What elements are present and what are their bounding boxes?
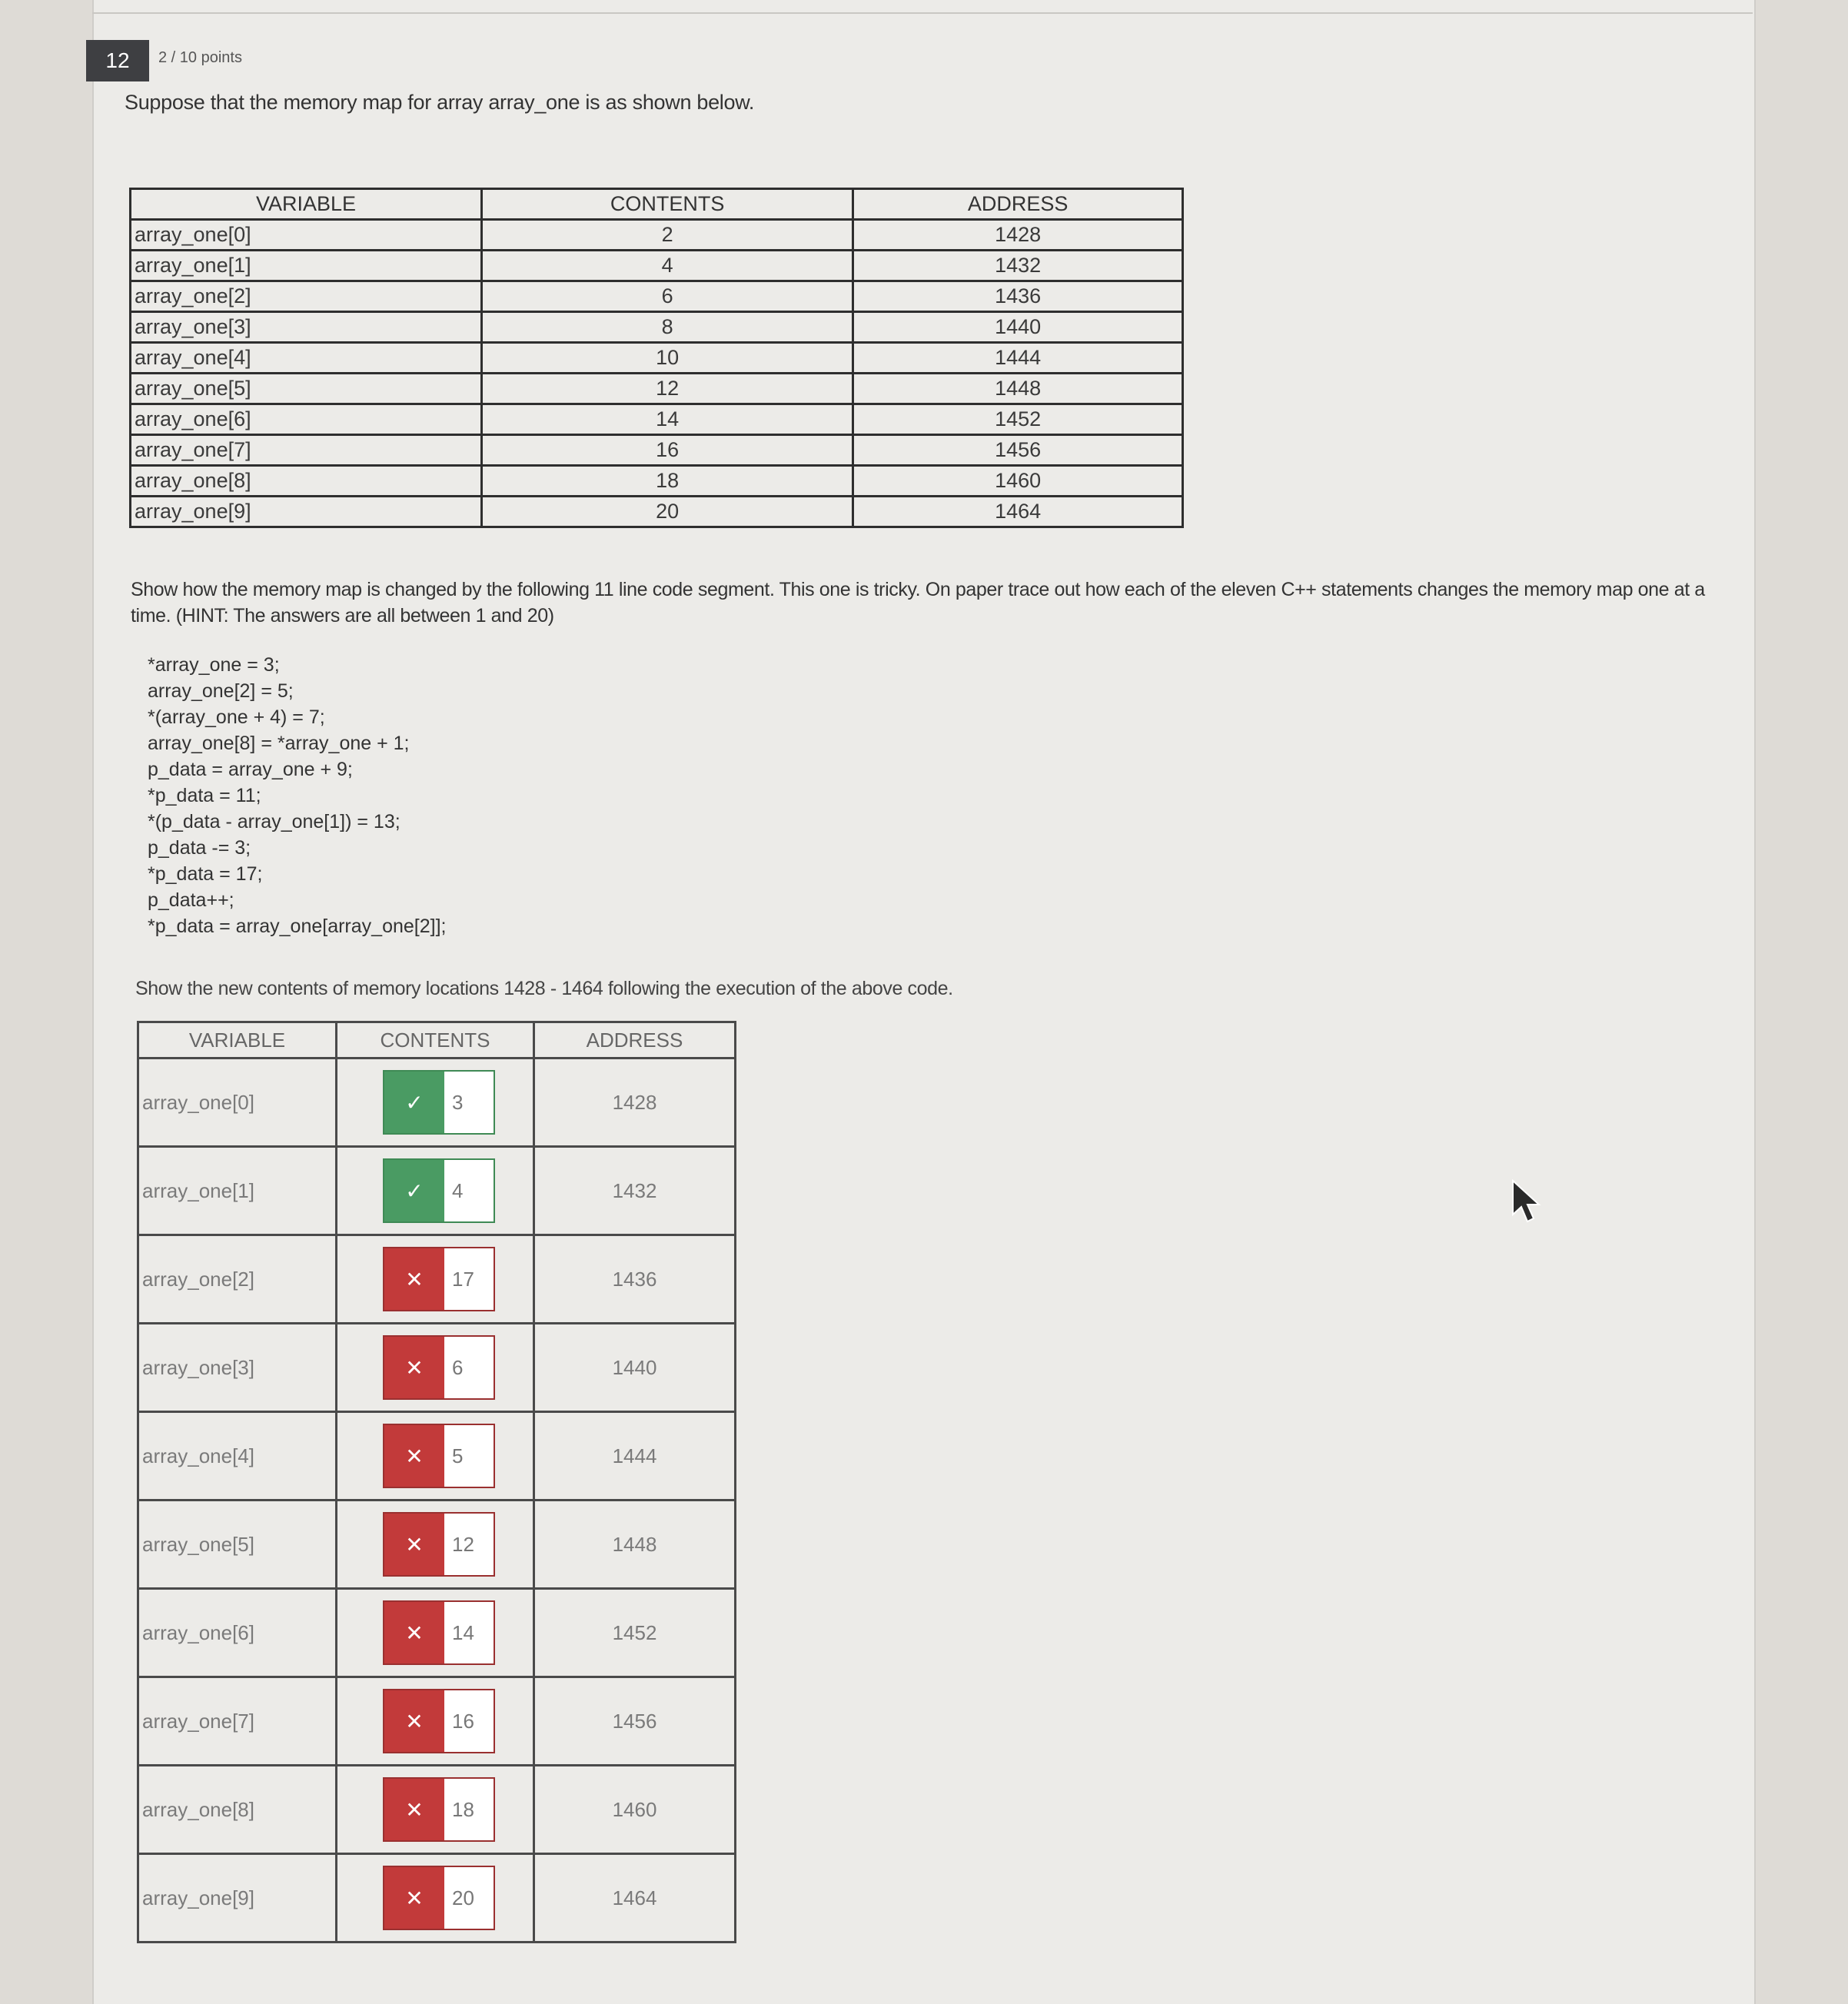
table-row bbox=[131, 343, 1183, 374]
address-cell: 1432 bbox=[853, 251, 1183, 281]
instructions-text: Show how the memory map is changed by the following 11 line code segment. This one is tricky. On paper trace out how each of the eleven C++ statements changes the memory map one at a time. (HINT: The answers are all between 1 and 20) bbox=[131, 579, 1705, 626]
question-intro: Suppose that the memory map for array array_one is as shown below. bbox=[125, 91, 755, 114]
variable-cell: array_one[4] bbox=[138, 1412, 337, 1501]
x-mark-icon: ✕ bbox=[384, 1867, 444, 1929]
variable-cell: array_one[8] bbox=[138, 1766, 337, 1854]
address-cell: 1456 bbox=[853, 435, 1183, 466]
code-line: array_one[8] = *array_one + 1; bbox=[148, 733, 410, 754]
code-line: array_one[2] = 5; bbox=[148, 680, 294, 702]
code-line: *array_one = 3; bbox=[148, 654, 280, 676]
answer-field-incorrect[interactable] bbox=[383, 1689, 495, 1753]
table-row bbox=[138, 1501, 736, 1589]
table-row bbox=[131, 312, 1183, 343]
address-cell: 1428 bbox=[853, 220, 1183, 251]
contents-cell bbox=[337, 1589, 534, 1677]
contents-cell bbox=[337, 1677, 534, 1766]
table-row bbox=[138, 1677, 736, 1766]
table-row bbox=[138, 1589, 736, 1677]
table-row bbox=[131, 497, 1183, 527]
header-variable: VARIABLE bbox=[138, 1022, 337, 1058]
mouse-cursor-icon bbox=[1511, 1179, 1542, 1224]
contents-cell bbox=[337, 1501, 534, 1589]
x-mark-icon: ✕ bbox=[384, 1779, 444, 1840]
answer-field-correct[interactable] bbox=[383, 1158, 495, 1223]
address-cell: 1456 bbox=[534, 1677, 736, 1766]
question-number-badge: 12 bbox=[86, 40, 149, 81]
table-row bbox=[138, 1058, 736, 1147]
address-cell: 1452 bbox=[534, 1589, 736, 1677]
variable-cell: array_one[0] bbox=[131, 220, 482, 251]
variable-cell: array_one[9] bbox=[138, 1854, 337, 1943]
x-mark-icon: ✕ bbox=[384, 1337, 444, 1398]
variable-cell: array_one[8] bbox=[131, 466, 482, 497]
code-segment bbox=[148, 652, 446, 939]
answer-value: 3 bbox=[452, 1090, 464, 1114]
answer-value: 20 bbox=[452, 1886, 474, 1909]
contents-cell bbox=[337, 1854, 534, 1943]
answer-table-body bbox=[138, 1058, 736, 1943]
answer-prompt: Show the new contents of memory locations 1428 - 1464 following the execution of the above code. bbox=[135, 978, 953, 999]
points-label: 2 / 10 points bbox=[158, 49, 242, 66]
answer-value: 4 bbox=[452, 1178, 464, 1202]
x-mark-icon: ✕ bbox=[384, 1514, 444, 1575]
address-cell: 1432 bbox=[534, 1147, 736, 1235]
contents-cell: 8 bbox=[482, 312, 853, 343]
code-line: *(p_data - array_one[1]) = 13; bbox=[148, 811, 401, 833]
contents-cell bbox=[337, 1147, 534, 1235]
variable-cell: array_one[1] bbox=[131, 251, 482, 281]
variable-cell: array_one[6] bbox=[131, 404, 482, 435]
variable-cell: array_one[7] bbox=[138, 1677, 337, 1766]
header-contents: CONTENTS bbox=[337, 1022, 534, 1058]
contents-cell: 12 bbox=[482, 374, 853, 404]
variable-cell: array_one[4] bbox=[131, 343, 482, 374]
answer-field-incorrect[interactable] bbox=[383, 1866, 495, 1930]
contents-cell: 14 bbox=[482, 404, 853, 435]
address-cell: 1464 bbox=[853, 497, 1183, 527]
table-row bbox=[131, 281, 1183, 312]
variable-cell: array_one[5] bbox=[138, 1501, 337, 1589]
variable-cell: array_one[7] bbox=[131, 435, 482, 466]
contents-cell bbox=[337, 1324, 534, 1412]
x-mark-icon: ✕ bbox=[384, 1248, 444, 1310]
variable-cell: array_one[9] bbox=[131, 497, 482, 527]
address-cell: 1444 bbox=[534, 1412, 736, 1501]
table-row bbox=[131, 220, 1183, 251]
table-row bbox=[138, 1324, 736, 1412]
answer-field-correct[interactable] bbox=[383, 1070, 495, 1135]
address-cell: 1436 bbox=[853, 281, 1183, 312]
address-cell: 1460 bbox=[853, 466, 1183, 497]
contents-cell bbox=[337, 1766, 534, 1854]
checkmark-icon: ✓ bbox=[384, 1072, 444, 1133]
answer-value: 6 bbox=[452, 1355, 464, 1379]
table-row bbox=[131, 251, 1183, 281]
answer-value: 16 bbox=[452, 1709, 474, 1733]
checkmark-icon: ✓ bbox=[384, 1160, 444, 1221]
answer-field-incorrect[interactable] bbox=[383, 1777, 495, 1842]
contents-cell bbox=[337, 1058, 534, 1147]
table-row bbox=[138, 1766, 736, 1854]
original-table-body bbox=[131, 220, 1183, 527]
code-line: *p_data = array_one[array_one[2]]; bbox=[148, 916, 447, 937]
code-line: p_data++; bbox=[148, 889, 234, 911]
answer-value: 5 bbox=[452, 1444, 464, 1467]
address-cell: 1436 bbox=[534, 1235, 736, 1324]
divider bbox=[92, 12, 1753, 14]
variable-cell: array_one[0] bbox=[138, 1058, 337, 1147]
contents-cell: 6 bbox=[482, 281, 853, 312]
address-cell: 1444 bbox=[853, 343, 1183, 374]
table-row bbox=[131, 374, 1183, 404]
code-line: *p_data = 11; bbox=[148, 785, 261, 806]
x-mark-icon: ✕ bbox=[384, 1425, 444, 1487]
x-mark-icon: ✕ bbox=[384, 1602, 444, 1663]
address-cell: 1440 bbox=[853, 312, 1183, 343]
answer-value: 17 bbox=[452, 1267, 474, 1291]
contents-cell: 20 bbox=[482, 497, 853, 527]
answer-field-incorrect[interactable] bbox=[383, 1247, 495, 1311]
address-cell: 1428 bbox=[534, 1058, 736, 1147]
answer-field-incorrect[interactable] bbox=[383, 1424, 495, 1488]
variable-cell: array_one[3] bbox=[131, 312, 482, 343]
contents-cell: 10 bbox=[482, 343, 853, 374]
answer-value: 14 bbox=[452, 1620, 474, 1644]
variable-cell: array_one[2] bbox=[138, 1235, 337, 1324]
contents-cell: 4 bbox=[482, 251, 853, 281]
address-cell: 1460 bbox=[534, 1766, 736, 1854]
answer-value: 12 bbox=[452, 1532, 474, 1556]
answer-field-incorrect[interactable] bbox=[383, 1335, 495, 1400]
answer-field-incorrect[interactable] bbox=[383, 1600, 495, 1665]
variable-cell: array_one[6] bbox=[138, 1589, 337, 1677]
answer-field-incorrect[interactable] bbox=[383, 1512, 495, 1577]
table-row bbox=[131, 435, 1183, 466]
table-row bbox=[131, 404, 1183, 435]
contents-cell: 16 bbox=[482, 435, 853, 466]
address-cell: 1440 bbox=[534, 1324, 736, 1412]
original-memory-table bbox=[129, 188, 1184, 528]
table-header-row bbox=[138, 1022, 736, 1058]
code-line: *p_data = 17; bbox=[148, 863, 263, 885]
code-line: p_data -= 3; bbox=[148, 837, 251, 859]
table-row bbox=[138, 1412, 736, 1501]
table-row bbox=[138, 1235, 736, 1324]
address-cell: 1448 bbox=[534, 1501, 736, 1589]
contents-cell bbox=[337, 1412, 534, 1501]
code-line: *(array_one + 4) = 7; bbox=[148, 706, 325, 728]
code-line: p_data = array_one + 9; bbox=[148, 759, 353, 780]
contents-cell bbox=[337, 1235, 534, 1324]
table-row bbox=[138, 1854, 736, 1943]
header-address: ADDRESS bbox=[853, 189, 1183, 220]
variable-cell: array_one[5] bbox=[131, 374, 482, 404]
table-header-row bbox=[131, 189, 1183, 220]
variable-cell: array_one[3] bbox=[138, 1324, 337, 1412]
header-contents: CONTENTS bbox=[482, 189, 853, 220]
header-variable: VARIABLE bbox=[131, 189, 482, 220]
address-cell: 1448 bbox=[853, 374, 1183, 404]
table-row bbox=[131, 466, 1183, 497]
variable-cell: array_one[2] bbox=[131, 281, 482, 312]
contents-cell: 18 bbox=[482, 466, 853, 497]
x-mark-icon: ✕ bbox=[384, 1690, 444, 1752]
variable-cell: array_one[1] bbox=[138, 1147, 337, 1235]
answer-memory-table bbox=[137, 1021, 736, 1943]
header-address: ADDRESS bbox=[534, 1022, 736, 1058]
address-cell: 1452 bbox=[853, 404, 1183, 435]
answer-value: 18 bbox=[452, 1797, 474, 1821]
contents-cell: 2 bbox=[482, 220, 853, 251]
address-cell: 1464 bbox=[534, 1854, 736, 1943]
table-row bbox=[138, 1147, 736, 1235]
